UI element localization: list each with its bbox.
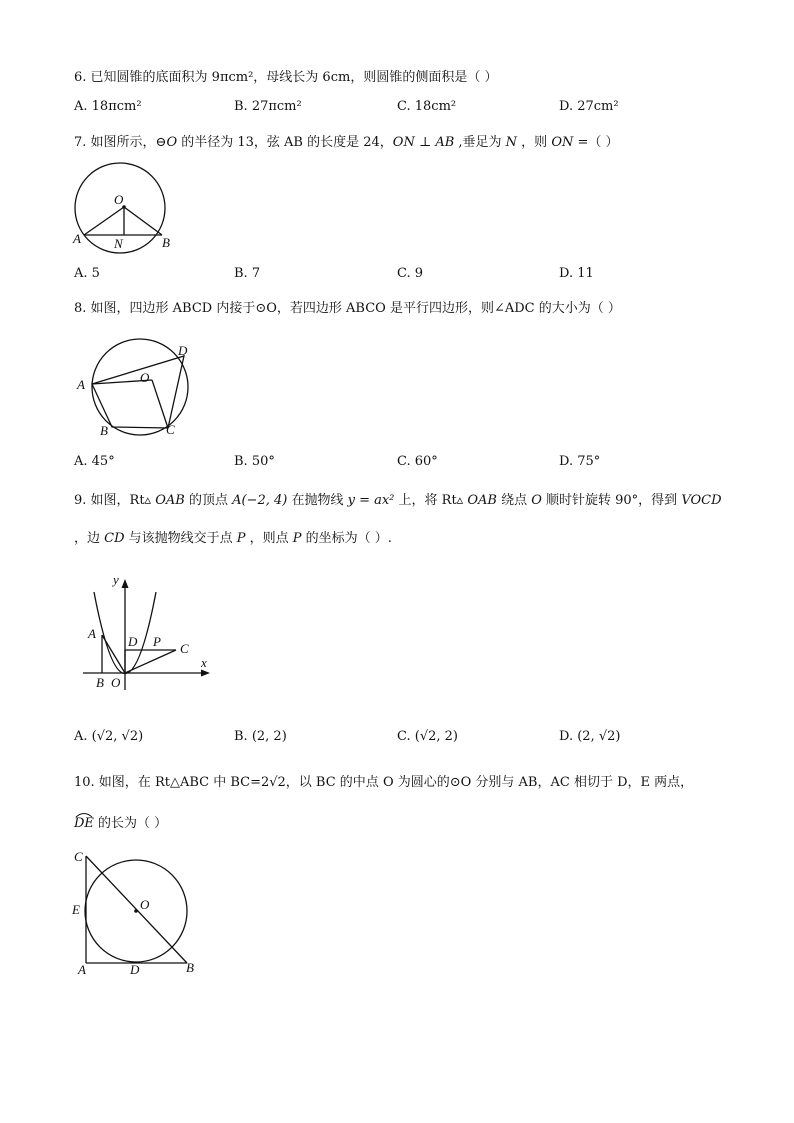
q10-label-e: E <box>72 902 80 917</box>
q9-label-y: y <box>113 572 119 587</box>
q9-label-d: D <box>128 634 138 649</box>
q7-stem: 7. 如图所示，⊖O 的半径为 13，弦 AB 的长度是 24，ON ⊥ AB ,垂足为 N ，则 ON =（ ） <box>74 135 619 150</box>
q9-label-c: C <box>180 641 189 656</box>
q7-label-b: B <box>162 235 170 250</box>
q7-option-d: D. 11 <box>559 266 594 281</box>
q7-segment-oa <box>84 207 124 235</box>
q10-label-d: D <box>130 962 140 977</box>
q10-label-a: A <box>78 962 86 977</box>
q9-segment-oa <box>102 635 125 673</box>
q8-circle <box>92 339 188 435</box>
q9-y-arrow <box>122 579 129 588</box>
q9-option-a: A. (√2, √2) <box>74 729 144 744</box>
q8-option-c: C. 60° <box>397 454 438 469</box>
q10-label-b: B <box>186 960 194 975</box>
q10-stem-line2: DE 的长为（ ） <box>74 812 167 831</box>
q6-stem: 6. 已知圆锥的底面积为 9πcm²，母线长为 6cm，则圆锥的侧面积是（ ） <box>74 70 498 85</box>
q9-stem-line1: 9. 如图，Rt▵ OAB 的顶点 A(−2, 4) 在抛物线 y = ax² 上，将 Rt▵ OAB 绕点 O 顺时针旋转 90°，得到 VOCD <box>74 493 722 508</box>
q9-label-a: A <box>88 626 96 641</box>
q10-point-o <box>134 909 138 913</box>
q10-label-o: O <box>140 897 150 912</box>
q6-option-b: B. 27πcm² <box>234 99 302 114</box>
q9-label-p: P <box>153 634 161 649</box>
q8-option-b: B. 50° <box>234 454 275 469</box>
q8-figure <box>74 338 204 438</box>
q7-option-a: A. 5 <box>74 266 100 281</box>
q8-option-d: D. 75° <box>559 454 601 469</box>
q8-quadrilateral-abcd <box>92 356 184 428</box>
q9-label-o: O <box>111 675 121 690</box>
q8-label-o: O <box>140 370 150 385</box>
q8-label-d: D <box>178 343 188 358</box>
q8-segment-oc <box>152 380 168 428</box>
q7-label-o: O <box>114 192 124 207</box>
q10-figure <box>70 848 205 978</box>
q8-label-a: A <box>77 377 85 392</box>
q10-label-c: C <box>74 849 83 864</box>
q10-stem-line1: 10. 如图，在 Rt△ABC 中 BC=2√2，以 BC 的中点 O 为圆心的⊙O 分别与 AB，AC 相切于 D，E 两点， <box>74 775 694 790</box>
q6-option-c: C. 18cm² <box>397 99 457 114</box>
q9-option-b: B. (2, 2) <box>234 729 287 744</box>
q7-label-n: N <box>114 236 123 251</box>
q7-option-c: C. 9 <box>397 266 424 281</box>
q7-option-b: B. 7 <box>234 266 261 281</box>
q10-arc-de: DE <box>74 816 94 831</box>
q8-option-a: A. 45° <box>74 454 115 469</box>
q6-option-d: D. 27cm² <box>559 99 619 114</box>
q8-label-c: C <box>166 422 175 437</box>
q9-x-arrow <box>201 670 210 677</box>
q7-label-a: A <box>73 231 81 246</box>
q9-stem-line2: ，边 CD 与该抛物线交于点 P ，则点 P 的坐标为（ ）. <box>74 531 392 546</box>
q9-option-d: D. (2, √2) <box>559 729 621 744</box>
q8-label-b: B <box>100 423 108 438</box>
q6-option-a: A. 18πcm² <box>74 99 142 114</box>
arc-icon <box>75 812 93 818</box>
q9-option-c: C. (√2, 2) <box>397 729 458 744</box>
q9-label-x: x <box>201 655 207 670</box>
q9-segment-oc <box>125 650 176 673</box>
q9-label-b: B <box>96 675 104 690</box>
q8-stem: 8. 如图，四边形 ABCD 内接于⊙O，若四边形 ABCO 是平行四边形，则∠ADC 的大小为（ ） <box>74 301 621 316</box>
q7-figure <box>70 155 180 255</box>
q7-segment-ob <box>124 207 162 235</box>
q9-figure <box>80 570 220 695</box>
